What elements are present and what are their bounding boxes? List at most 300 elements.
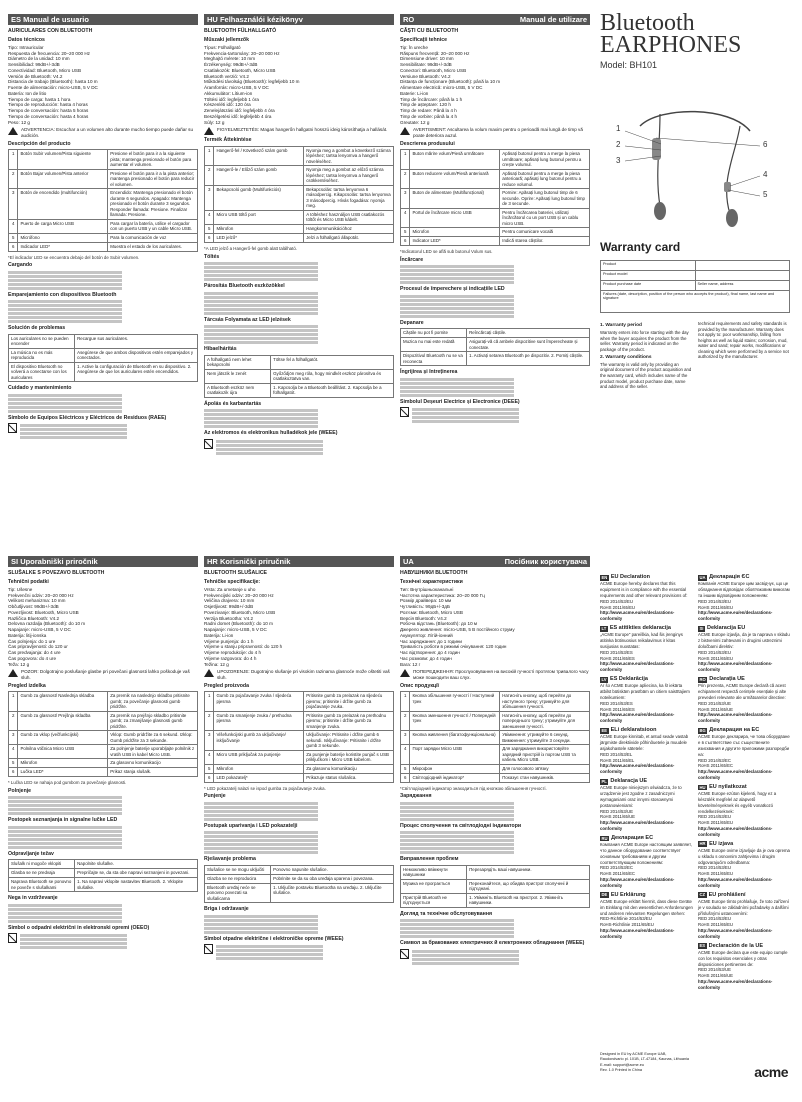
directive-rohs: RoHS 2011/65/EL [600,757,635,763]
problem-cell: El dispositivo Bluetooth no volverá a conectarse con los auriculares [9,362,75,382]
spec-item: Típus: Fülhallgató [204,45,241,50]
text-line [216,949,394,952]
text-line [204,847,394,850]
declaration-text: ACME Europe erklärt hiermit, dass diese Geräte im Einklang mit den wesentlichen Anforderungen und anderen relevanten Regelungen stehen: [600,899,693,916]
row-part: Puerto de carga Micro USB [18,219,108,233]
spec-item: Osjetljivost: 99dB+/-3dB [204,604,254,610]
specs-heading: Műszaki jellemzők [204,36,249,43]
declaration-link[interactable]: http://www.acme.eu/en/declarations-conformity [698,928,773,939]
table-row [9,150,198,170]
text-line [204,312,394,315]
charging-heading: Заряджання [400,793,432,800]
warning-text: POZOR: Dolgotrajno poslušanje glasbe pri povečani glasnosti lahko poškoduje vaš sluh. [21,669,190,681]
problem-cell: A Bluetooth eszköz nem csatlakozik újra [205,383,271,397]
spec-item: Érzékenység: 99dB+/-3dB [204,62,258,68]
spec-item: Чутливість: 99дБ+/-3дБ [400,604,450,610]
text-line [204,919,394,922]
declaration-title: Декларація ЄС [709,574,750,580]
row-number: 5 [401,228,410,237]
section-subtitle: CĂȘTI CU BLUETOOTH [400,28,459,34]
row-part: Gumb za glasnost/ Prejšnja skladba [18,711,108,731]
problem-cell: Căștile nu pot fi pornite [401,329,467,338]
row-function: Para cargar la batería, utilice el cargador con un puerto USB y un cable Micro USB. [108,219,198,233]
spec-item: Frekvencia-tartomány: 20–20 000 Hz [204,50,280,56]
text-line [204,304,394,307]
spec-item: Versión de Bluetooth: V4.2 [8,73,63,79]
language-code: UA [403,557,414,566]
row-part: Mikrofon [214,764,304,773]
charging-heading: Polnjenje [8,787,32,794]
text-line [204,802,394,805]
warranty-cell[interactable]: Product model [601,271,696,281]
earphones-illustration [600,86,790,236]
problem-cell: La música no es más reproducida [9,348,75,362]
specs-list [400,45,590,125]
solution-cell: Ponovno napunite slušalice. [271,865,394,874]
declaration-text: Компанія ACME Europe цим засвідчує, що це обладнання відповідає обов'язковим вимогам та іншим відповідним положенням: [698,581,790,599]
text-line [400,847,590,850]
solution-cell: Pobrinite se da su oba uređaja uparena i povezana. [271,874,394,883]
country-code: DE [601,892,608,898]
country-code: SI [699,625,704,631]
row-part: Кнопка зменшення гучності / Попередній трек [410,711,500,731]
declaration-heading [600,835,694,842]
spec-item: Velikost mehanizma: 10 mm [8,598,66,604]
row-function: A töltéshez használjon USB csatlakozós töltőt és Micro USB kábelt. [304,210,394,224]
text-line [8,812,198,815]
text-line [8,912,198,915]
declaration-title: Декларация на ЕС [709,727,760,733]
led-note: * LED pokazatelj nalazi se ispod gumba za pojačavanje zvuka. [204,785,326,791]
country-code: RU [601,835,608,841]
spec-item: Тривалість роботи в режимі очікування: 120 годин [400,644,507,650]
declaration-link[interactable]: http://www.acme.eu/en/declarations-conformity [698,610,773,622]
text-line [400,919,590,922]
weee-text-block [20,423,198,440]
section-subtitle: AURICULARES CON BLUETOOTH [8,28,93,34]
row-number: 5 [205,224,214,233]
table-row [401,189,590,209]
row-function: Presione el botón para ir a la siguiente pista; mantenga presionado el botón para aumentar el volumen. [108,150,198,170]
row-function: Bekapcsolás: tartsa lenyomva 6 másodpercig. Kikapcsolás: tartsa lenyomva 3 másodpercig. Hívás fogadása: nyomja meg. [304,185,394,210]
footer-line: Rev. 1.0 Printed in China [600,1067,642,1072]
declaration-link[interactable]: http://www.acme.eu/en/declarations-conformity [698,661,773,673]
directive-red: RED 2014/53/ES [600,649,633,655]
table-row [205,166,394,186]
description-heading: Descripción del producto [8,140,71,147]
country-code: ES [699,943,706,949]
row-number: 3 [9,189,18,220]
text-line [8,275,198,278]
spec-item: Respuesta de frecuencia: 20–20 000 Hz [8,50,90,56]
declaration-text: ACME Europe ezúton kijelenti, hogy ez a készülék megfelel az alapvető követelményeknek és egyéb vonatkozó rendelkezéseknek: [698,791,777,814]
section-header [8,14,198,25]
declaration-link[interactable]: http://www.acme.eu/en/declarations-conformity [600,712,675,724]
text-line [400,802,590,805]
row-number: 5 [401,764,410,773]
solution-cell: Переконайтеся, що обидва пристрої сполучені й під'єднані. [467,879,590,893]
text-line [204,333,394,336]
row-part: Botón Bajar volumen/Pista anterior [18,169,108,189]
troubleshooting-table [400,328,590,366]
warning-note [204,127,394,135]
text-line [412,412,590,415]
spec-item: Csatlakozók: Bluetooth, Micro USB [204,67,276,73]
spec-item: Čas polnjenja: do 1 ure [8,638,56,644]
directive-rohs: RoHS 2011/65/EU [698,655,734,661]
table-row [401,893,590,907]
row-function: Za premik na naslednjo skladbo pritisnite gumb; za povečanje glasnosti gumb pridržite. [108,692,198,712]
section-subtitle: BLUETOOTH FÜLHALLGATÓ [204,28,277,34]
text-line [400,927,590,930]
declaration-link[interactable]: http://www.acme.eu/en/declarations-conformity [600,610,675,622]
row-number: 3 [9,731,18,745]
spec-item: Áramforrás: micro-USB, 5 V DC [204,85,269,91]
row-number: 4 [401,745,410,765]
declaration-title: Declaración de la UE [708,942,764,949]
table-row [401,352,590,366]
row-number: 6 [205,773,214,782]
declaration-title: EU Erklärung [610,891,646,898]
row-number: 2 [401,169,410,189]
text-line [400,295,590,298]
spec-item: Veličina drajvera: 10 mm [204,598,255,604]
spec-item: Versiune Bluetooth: V4.2 [400,73,451,79]
row-number: 5 [9,233,18,242]
warning-note [400,127,590,138]
text-line [400,378,590,381]
callout-label: 3 [616,156,621,165]
table-row [9,233,198,242]
directive-rohs: RoHS 2011/65/EU [698,820,734,826]
text-line [204,831,394,834]
row-function: Uključivanje: Pritisnite i držite gumb 6 sekundi. Isključivanje: Pritisnite i držite gumb 3 sekunde. [304,731,394,751]
warranty-cell[interactable]: Product purchase date [601,281,696,291]
table-row [401,237,590,246]
solution-cell: Перезарядіть ваші навушники. [467,865,590,879]
product-description-table [204,691,394,783]
row-part: Portul de încărcare micro USB [410,208,500,228]
text-line [204,337,394,340]
row-function: Pritisnite gumb za prelazak na prethodnu pjesmu; pritisnite i držite gumb za smanjenje zvuka. [304,711,394,731]
text-line [400,382,590,385]
text-line [400,814,590,817]
row-number: 6 [9,242,18,251]
text-line [20,938,198,941]
weee-note [8,933,198,950]
declaration-heading [600,625,694,632]
text-line [8,406,198,409]
row-part: LED jelző* [214,233,304,242]
warning-text: FIGYELMEZTETÉS: Magas hangerőn hallgatni hosszú ideig károsíthatja a hallását. [217,127,388,133]
row-function: Показує стан навушників. [500,773,590,782]
warranty-period-text: Warranty enters into force starting with the day when the buyer acquires the product from the seller. Warranty period is indicated on the package of the product. [600,330,689,352]
row-function: Натисніть кнопку, щоб перейти до попереднього треку; утримуйте для зменшення гучності. [500,711,590,731]
row-part: Buton de alimentare (Multifuncțional) [410,189,500,209]
text-line [20,946,198,949]
spec-item: Vrijeme razgovora: do 4 h [204,655,257,661]
row-part: Кнопка збільшення гучності / Наступний трек [410,692,500,712]
text-line [400,273,590,276]
text-line [8,830,198,833]
directive-red: RED 2014/53/UE [698,700,731,706]
spec-item: Teža: 12 g [8,661,30,667]
row-part: Indicador LED* [18,242,108,251]
row-number: 4 [9,745,18,759]
declaration-link[interactable]: http://www.acme.eu/en/declarations-conformity [698,712,773,724]
directive-rohs: RoHS 2011/65/UE [698,706,734,712]
row-function: Prikaz stanja slušalk. [108,768,198,777]
table-row [401,228,590,237]
text-line [216,440,394,443]
weee-bin-icon [204,439,213,449]
product-description-table [400,149,590,246]
text-line [204,806,394,809]
weee-bin-icon [8,933,17,943]
declaration-link[interactable]: http://www.acme.eu/en/declarations-conformity [698,826,773,837]
text-line [8,300,198,303]
text-line [8,283,198,286]
text-line [204,839,394,842]
footer-line: E-mail: support@acme.eu [600,1062,644,1067]
problem-cell: Glasba se ne predvaja [9,869,75,878]
row-function: Apăsați butonul pentru a merge la piesa următoare; apăsați lung butonul pentru a crește volumul. [500,150,590,170]
text-line [8,394,198,397]
solution-cell: 1. Увімкніть Bluetooth на пристрої. 2. Увімкніть навушники. [467,893,590,907]
directive-rohs: RoHS 2011/65/EU [698,871,734,877]
spec-item: Tiempo de conversación: hasta 5 horas [8,108,89,114]
country-code: HU [699,784,706,790]
spec-item: Timp de redare: Până la 4 h [400,108,457,114]
text-line [8,320,198,323]
spec-item: Meghajtó mérete: 10 mm [204,56,256,62]
troubleshooting-heading: Hibaelhárítás [204,346,237,352]
table-row [205,764,394,773]
spec-item: Töltési idő: legfeljebb 1 óra [204,96,259,102]
description-heading: Termék Áttekintése [204,137,252,144]
warranty-cell[interactable]: Failures (date, description, position of the person who accepts the product), final name, last name and signature [601,291,790,313]
declaration-heading [600,892,694,899]
section-header [204,14,394,25]
text-line [216,444,394,447]
row-function: Za polnjenje baterije uporabljajte polnilnik z vratih USB in kabel Micro USB. [108,745,198,759]
text-line [8,308,198,311]
row-part: Micro USB priključak za punjenje [214,750,304,764]
table-row [401,692,590,712]
text-line [8,271,198,274]
declaration-heading [698,625,792,632]
country-code: RO [699,676,706,682]
charging-heading: Încărcare [400,256,424,263]
declaration-link[interactable]: http://www.acme.eu/en/declarations-conformity [600,763,675,775]
product-description-table [204,146,394,243]
text-line [204,814,394,817]
country-code: BG [699,727,706,733]
problem-cell: Неможливо ввімкнути навушники [401,865,467,879]
row-part: Indicator LED* [410,237,500,246]
text-line [204,843,394,846]
table-row [205,355,394,369]
row-function: Za premik na prejšnjo skladbo pritisnite gumb; za zmanjšanje glasnosti gumb pridržite. [108,711,198,731]
text-line [400,386,590,389]
text-line [412,408,590,411]
row-part: Bekapcsoló gomb (Multifunkciós) [214,185,304,210]
warning-text: ADVERTENCIA: Escuchar a un volumen alto durante mucho tiempo puede dañar su audición. [21,127,194,139]
declaration-link[interactable]: http://www.acme.eu/en/declarations-conformity [698,979,773,990]
table-row [401,150,590,170]
declaration-link[interactable]: http://www.acme.eu/en/declarations-conformity [698,877,773,888]
table-row [9,692,198,712]
description-heading: Descrierea produsului [400,140,455,147]
pairing-heading: Emparejamiento con dispositivos Bluetooth [8,291,117,298]
text-line [8,920,198,923]
row-number: 2 [205,166,214,186]
solution-cell: Napolnite slušalke. [75,860,198,869]
row-number: 5 [205,764,214,773]
table-row [9,768,198,777]
text-line [400,281,590,284]
troubleshooting-table [8,334,198,383]
row-part: Світлодіодний індикатор* [410,773,500,782]
language-code: RO [403,15,415,24]
spec-item: Dimensiune driver: 10 mm [400,56,454,62]
text-line [20,428,198,431]
warning-icon [400,669,410,677]
text-line [400,307,590,310]
weee-note [204,439,394,456]
warning-icon [204,669,214,677]
text-line [8,834,198,837]
pairing-heading: Postupak uparivanja i LED pokazatelji [204,822,298,829]
row-function: Nyomja meg a gombot az előző számra lépéshez; tartsa lenyomva a hangerő csökkentéséhez. [304,166,394,186]
text-line [8,800,198,803]
declaration-link[interactable]: http://www.acme.eu/en/declarations-conformity [600,661,675,673]
text-line [412,958,590,961]
specs-list [8,587,198,667]
spec-item: Povezljivost: Bluetooth, Micro USB [8,609,79,615]
spec-item: Робоча відстань (Bluetooth): до 10 м [400,621,478,627]
text-line [8,312,198,315]
text-line [204,915,394,918]
specs-heading: Tehnični podatki [8,578,49,585]
spec-item: Distanța de funcționare (Bluetooth): până la 10 m [400,79,501,85]
row-function: Za glasovno komunikacijo [108,759,198,768]
spec-item: Версія Bluetooth: V4.2 [400,615,447,621]
table-row [205,773,394,782]
row-function: Для голосового зв'язку [500,764,590,773]
text-line [8,279,198,282]
declaration-text: ACME Europe kinnitab, et antud seade vastab järgmiste direktiivide põhinõuetele ja muudele asjakohastele sätetele: [600,734,689,752]
text-line [412,954,590,957]
declaration-heading [600,574,694,581]
problem-cell: Bluetooth uređaj neće se ponovno povezati sa slušalicama [205,883,271,903]
table-row [401,208,590,228]
row-part: Micro USB töltő port [214,210,304,224]
warranty-cell[interactable]: Seller name, address [695,281,790,291]
text-line [8,826,198,829]
section-title: Manual de utilizare [519,15,587,24]
spec-item: Частотна характеристика: 20–20 000 Гц [400,592,485,598]
text-line [8,838,198,841]
weee-bin-icon [400,949,409,959]
solution-cell: 1. Kapcsolja be a Bluetooth beállítást. 2. Kapcsolja be a fülhallgatót. [271,383,394,397]
table-row [401,865,590,879]
text-line [412,950,590,953]
table-row [9,759,198,768]
spec-item: Tiempo de reproducción: hasta 4 horas [8,102,88,108]
callout-label: 2 [616,140,621,149]
declaration-text: ACME Europe ovime izjavljuje da je ova oprema u skladu s osnovnim zahtjevima i drugim odgovarajućim odredbama: [698,848,790,865]
spec-item: Vrijeme punjenja: do 1 h [204,638,254,644]
row-part: Višefunkcijski gumb za uključivanje/ isključivanje [214,731,304,751]
weee-heading: Símbolo de Equipos Eléctricos y Eléctricos de Residuos (RAEE) [8,414,167,421]
warranty-conditions-text: The warranty is valid only by providing an original document of the product acquisition and the warranty card, which includes name of the product model, product purchase date, name and address of the seller. [600,361,692,390]
text-line [216,953,394,956]
spec-item: Conectori: Bluetooth, Micro USB [400,67,467,73]
row-part: Buton mărire volum/Piesă următoare [410,150,500,170]
declaration-link[interactable]: http://www.acme.eu/en/declarations-conformity [600,928,675,939]
spec-item: Розмір драйвера: 10 мм [400,598,452,604]
text-line [400,277,590,280]
warranty-cell[interactable]: Product [601,261,696,271]
table-row [9,219,198,233]
spec-item: Акумулятор: Літій-іонний [400,632,453,638]
text-line [204,308,394,311]
text-line [20,934,198,937]
spec-item: Različica Bluetooth: V4.2 [8,615,60,621]
table-row [9,362,198,382]
country-code: EN [601,574,608,580]
spec-item: Greutate: 12 g [400,119,430,125]
text-line [8,410,198,413]
declaration-title: EU nyilatkozat [709,783,747,790]
description-heading: Pregled izdelka [8,682,46,689]
table-row [205,865,394,874]
table-row [401,169,590,189]
problem-cell: Пристрій Bluetooth не під'єднується [401,893,467,907]
declaration-link[interactable]: http://www.acme.eu/en/declarations-conformity [698,769,773,780]
row-number: 1 [9,150,18,170]
declaration-title: Декларация ЕС [611,834,654,841]
declaration-text: ACME Europe tímto prohlašuje, že toto zařízení je v souladu se základními požadavky a dalšími příslušnými ustanoveními: [698,899,789,916]
row-number: 3 [401,189,410,209]
spec-item: Fuente de alimentación: micro-USB, 5 V DC [8,85,98,91]
warning-note [8,127,198,138]
text-line [400,835,590,838]
spec-item: Čas pogovora: do 4 ure [8,655,57,661]
warranty-conditions-heading: 2. Warranty conditions [600,354,652,360]
declaration-link[interactable]: http://www.acme.eu/en/declarations-conformity [600,820,675,831]
spec-item: Akkumulátor: Lítium-ion [204,90,253,96]
spec-item: Час заряджання: до 1 години [400,638,462,644]
declaration-link[interactable]: http://www.acme.eu/en/declarations-conformity [600,877,675,888]
troubleshooting-heading: Виправлення проблем [400,856,459,863]
directive-red: RED 2014/53/EU [698,916,731,922]
led-note: * Lučka LED se nahaja pod gumbom za povečanje glasnosti. [8,780,127,786]
text-line [400,923,590,926]
text-line [204,421,394,424]
language-code: ES [11,15,22,24]
row-part: Buton reducere volum/Piesă anterioară [410,169,500,189]
led-note: *A LED jelző a Hangerő-fel gomb alatt található. [204,245,297,251]
spec-item: Tip: Ušesne [8,587,33,592]
table-row [205,233,394,242]
section-title: Uporabniški priročnik [20,557,98,566]
declaration-heading [600,676,694,683]
problem-cell: Muzica nu mai este redată [401,338,467,352]
text-line [216,452,394,455]
callout-label: 4 [763,170,768,179]
